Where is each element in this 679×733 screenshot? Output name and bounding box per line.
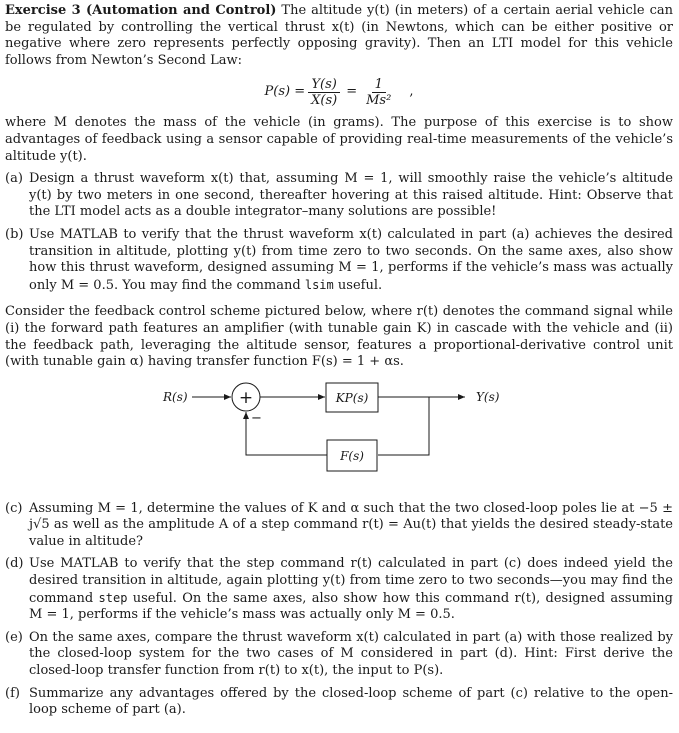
part-text: On the same axes, compare the thrust waveform x(t) calculated in part (a) with those realized by the closed-loop system for the two cases of M considered in part (d). Hint: First derive the closed-loop transfer function from r(t) to x(t), the input to P(s). <box>29 629 673 679</box>
equation-comma: , <box>409 84 414 100</box>
fraction-one-over-ms2 <box>363 77 394 108</box>
feedback-intro-paragraph: Consider the feedback control scheme pictured below, where r(t) denotes the command signal while (i) the forward path features an amplifier (with tunable gain K) in cascade with the vehicle and (ii) the feedback path, leveraging the altitude sensor, features a proportional-derivative control unit (with tunable gain α) having transfer function F(s) = 1 + αs. <box>5 304 673 370</box>
fraction-numerator: 1 <box>372 77 386 93</box>
part-text: Design a thrust waveform x(t) that, assuming M = 1, will smoothly raise the vehicle’s altitude y(t) by two meters in one second, thereafter hovering at this raised altitude. Hint: Observe that the LTI model acts as a double integrator–many solutions are possible! <box>29 171 673 220</box>
part-e <box>5 630 673 680</box>
fraction-numerator: Y(s) <box>308 77 339 93</box>
equals-sign: = <box>346 84 358 100</box>
exercise-heading: Exercise 3 (Automation and Control) <box>5 3 277 18</box>
fraction-denominator: Ms² <box>366 92 392 108</box>
part-f <box>5 686 673 719</box>
feedback-block-label: F(s) <box>340 448 364 463</box>
part-text: Summarize any advantages offered by the closed-loop scheme of part (c) relative to the open-loop scheme of part (a). <box>29 685 673 718</box>
plus-sign: + <box>238 387 254 408</box>
exercise-page <box>5 3 673 719</box>
intro-paragraph <box>5 3 673 69</box>
part-label: (d) <box>5 556 24 572</box>
code-lsim: lsim <box>304 277 334 292</box>
part-d <box>5 556 673 623</box>
part-text <box>29 556 673 623</box>
block-diagram <box>5 377 673 489</box>
input-label: R(s) <box>163 389 188 404</box>
equation-lhs: P(s) = <box>264 84 306 100</box>
part-text-before: Use MATLAB to verify that the thrust waveform x(t) calculated in part (a) achieves the desired transition in altitude, plotting y(t) from time zero to two seconds. On the same axes, also show how this thrust waveform, designed assuming M = 1, performs if the vehicle’s mass was actually only M = 0.5. You may find the command <box>29 226 673 293</box>
part-label: (c) <box>5 500 23 516</box>
code-step: step <box>98 590 128 605</box>
after-equation-paragraph: where M denotes the mass of the vehicle (in grams). The purpose of this exercise is to show advantages of feedback using a sensor capable of providing real-time measurements of the vehicle’s altitude y(t). <box>5 115 673 164</box>
part-label: (f) <box>5 685 20 701</box>
fraction-denominator: X(s) <box>311 92 338 108</box>
feedback-takeoff-line <box>378 397 429 455</box>
intro-text: The altitude y(t) (in meters) of a certain aerial vehicle can be regulated by controlling the vertical thrust x(t) (in Newtons, which can be either positive or negative where zero represents perfectly opposing gravity). Then an LTI model for this vehicle follows from Newton’s Second Law: <box>5 3 673 68</box>
fraction-y-over-x <box>308 77 340 108</box>
part-label: (a) <box>5 171 23 187</box>
output-label: Y(s) <box>476 389 500 404</box>
part-text-after: useful. <box>337 277 383 293</box>
transfer-function-equation <box>5 75 673 109</box>
forward-block-label: KP(s) <box>335 390 369 405</box>
part-b <box>5 227 673 294</box>
part-label: (b) <box>5 226 24 242</box>
part-text-after: useful. On the same axes, also show how this command r(t), designed assuming M = 1, performs if the vehicle’s mass was actually only M = 0.5. <box>29 590 673 623</box>
part-a <box>5 171 673 221</box>
part-text: Assuming M = 1, determine the values of K and α such that the two closed-loop poles lie at −5 ± j√5 as well as the amplitude A of a step command r(t) = Au(t) that yields the desired steady-state value in altitude? <box>29 500 673 549</box>
part-text-before: Use MATLAB to verify that the step command r(t) calculated in part (c) does indeed yield the desired transition in altitude, again plotting y(t) from time zero to two seconds—you may find the command <box>29 556 673 606</box>
part-label: (e) <box>5 629 23 645</box>
block-diagram-svg <box>5 377 673 489</box>
part-c <box>5 501 673 551</box>
part-text <box>29 227 673 294</box>
minus-sign: − <box>251 410 262 426</box>
